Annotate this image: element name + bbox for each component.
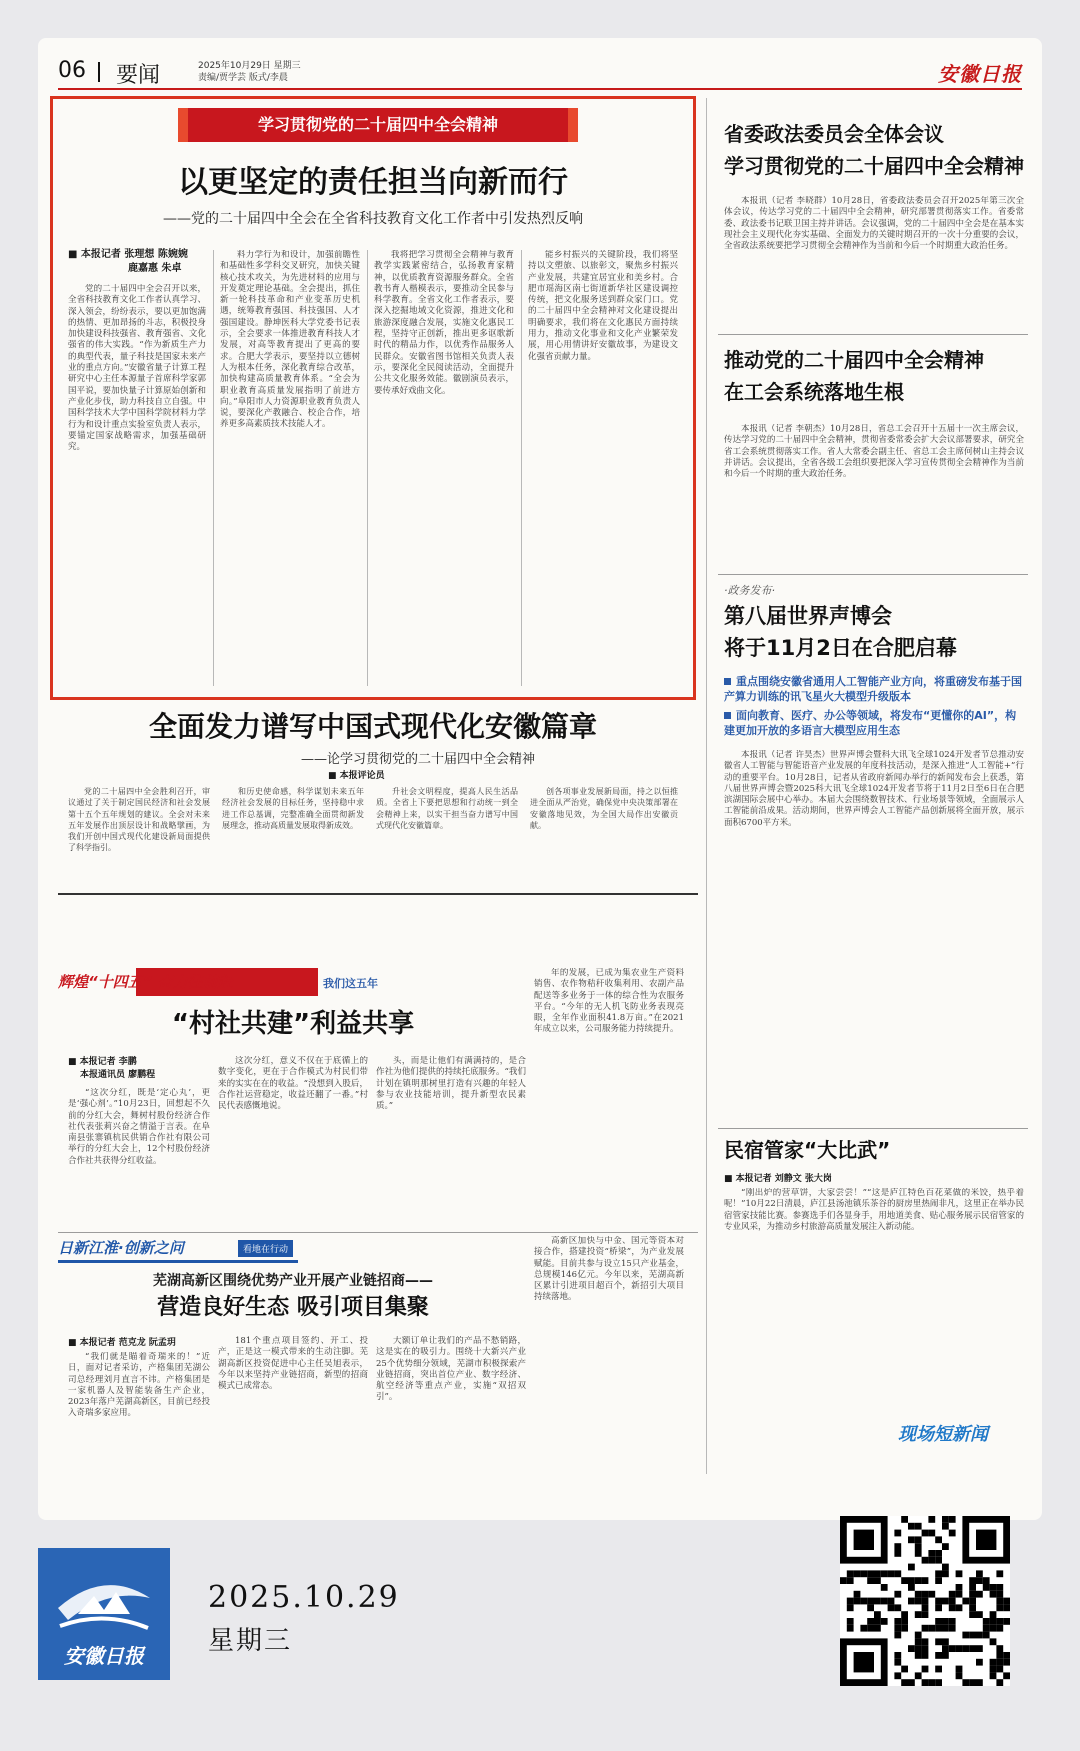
commentary-column-4-text: 创各项事业发展新局面，持之以恒推进全面从严治党，确保党中央决策部署在安徽落地见效，为全国大局作出安徽贡献。 (530, 787, 678, 830)
feature-column-3 (376, 1056, 526, 1226)
feature-column-2-text: 这次分红，意义不仅在于底循上的数字变化，更在于合作模式为村民们带来的实实在在的收益。“没想到入股后，合作社运营稳定，收益还翻了一番。”村民代表感慨地说。 (218, 1056, 368, 1112)
commentary-byline: ■ 本报评论员 (328, 771, 385, 781)
right-story4-byline: ■ 本报记者 刘静文 张大岗 (724, 1174, 832, 1184)
jianghuai-column-2 (218, 1336, 368, 1470)
jianghuai-column-3 (376, 1336, 526, 1470)
commentary-title: 全面发力谱写中国式现代化安徽篇章 (148, 710, 597, 743)
right-story1-body-text: 本报讯（记者 李晓群）10月28日，省委政法委员会召开2025年第三次全体会议，传达学习党的二十届四中全会精神，研究部署贯彻落实工作。省委常委、政法委书记联卫国主持并讲话。会议强调，党的二十届四中全会是在基本实现社会主义现代化夯实基础、全面发力的关键时期召开的一次十分重要的会议，全省政法系统要把学习贯彻全会精神作为当前和今后一个时期重大政治任务。 (724, 196, 1024, 252)
lead-column-4-text: 能乡村振兴的关键阶段，我们将坚持以文塑旅、以旅彰文，聚焦乡村振兴产业发展，共建宜居宜业和美乡村。合肥市瑶海区南七街道新华社区建设调控传统，把文化服务送到群众家门口。党的二十届四中全会精神对文化建设提出明确要求，我们将在文化惠民方面持续用力，推动文化事业和文化产业繁荣发展，用心用情讲好安徽故事，为建设文化强省贡献力量。 (528, 250, 678, 362)
right-story3-kicker-text: 政务发布 (727, 584, 772, 597)
lead-column-3 (374, 250, 514, 684)
editors-line: 责编/贾学芸 版式/李晨 (198, 73, 288, 83)
section-name: 要闻 (116, 63, 161, 88)
commentary-column-2 (222, 786, 364, 884)
feature-byline-line1: ■ 本报记者 李鹏 (68, 1057, 137, 1067)
right-story1-title (724, 118, 1024, 182)
right-story4-body (724, 1188, 1024, 1402)
right-story3-bullets (724, 674, 1024, 738)
bullet-square-icon (724, 712, 731, 719)
feature-series-sub: 我们这五年 (323, 977, 378, 990)
right-story1-title-line2: 学习贯彻党的二十届四中全会精神 (724, 154, 1024, 178)
feature-column-2 (218, 1056, 368, 1226)
right-story3-title (724, 600, 1024, 664)
footer-date: 2025.10.29 (208, 1580, 400, 1615)
right-story2-body (724, 424, 1024, 588)
page-masthead (58, 58, 1022, 90)
section-rule (718, 1128, 1028, 1129)
lead-byline (68, 248, 228, 276)
right-story3-title-line2: 将于11月2日在合肥启幕 (724, 636, 957, 660)
jianghuai-column-2-text: 181个重点项目签约、开工、投产，正是这一模式带来的生动注脚。芜湖高新区投资促进中心主任吴旭表示，今年以来坚持产业链招商，新型的招商模式已成常态。 (218, 1336, 368, 1392)
commentary-column-3-text: 升社会文明程度，提高人民生活品质。全省上下要把思想和行动统一到全会精神上来，以实干担当奋力谱写中国式现代化安徽篇章。 (376, 787, 518, 830)
right-column-divider (706, 98, 707, 1474)
jianghuai-byline: ■ 本报记者 范克龙 阮孟玥 (68, 1338, 176, 1348)
section-rule (718, 574, 1028, 575)
column-divider (367, 250, 368, 686)
page-number: 06 (58, 58, 86, 83)
right-story3-body-text: 本报讯（记者 许昊杰）世界声博会暨科大讯飞全球1024开发者节总推动安徽省人工智能与智能语音产业发展的年度科技活动，是深入推进“人工智能+”行动的重要平台。10月28日，记者从省政府新闻办举行的新闻发布会上获悉，第八届世界声博会暨2025科大讯飞全球1024开发者节将于11月2日至6日在合肥滨湖国际会展中心举办。本届大会围绕数智技术、行业场景等领域，全面展示人工智能前沿成果。活动期间，世界声博会人工智能产品创新展将全面开放，展示面积6700平方米。 (724, 750, 1024, 828)
right-story3-bullet (724, 708, 1024, 738)
jianghuai-series-badge: 看地在行动 (238, 1240, 293, 1257)
paper-logo-block (38, 1548, 170, 1680)
masthead-logo: 安徽日报 (938, 62, 1022, 86)
right-story4-body-text: “刚出炉的营草饼，大家尝尝！”“这是庐江特色百花菜做的米饺，热乎着呢！”10月22日清晨，庐江县汤池镇乐茶谷的厨房里热闹非凡，这里正在举办民宿管家技能比赛。参赛选手们各显身手，用地道美食、贴心服务展示民宿管家的专业风采，为推动乡村旅游高质量发展注入新动能。 (724, 1188, 1024, 1232)
section-rule (58, 1232, 698, 1233)
jianghuai-series-tag: 日新江淮·创新之问 (58, 1236, 298, 1263)
commentary-subtitle: ——论学习贯彻党的二十届四中全会精神 (300, 752, 535, 767)
commentary-column-2-text: 和历史使命感，科学谋划未来五年经济社会发展的目标任务，坚持稳中求进工作总基调，完整准确全面贯彻新发展理念，推动高质量发展取得新成效。 (222, 787, 364, 830)
jianghuai-column-1-text: “我们就是瞄着奇瑞来的！”近日，面对记者采访，产格集团芜湖公司总经理刘月直言不讳。产格集团是一家机器人及智能装备生产企业，2023年落户芜湖高新区，目前已经投入奇瑞多家应用。 (68, 1352, 210, 1419)
right-story1-body (724, 196, 1024, 324)
jianghuai-column-4-text: 高新区加快与中金、国元等资本对接合作，搭建投资“桥梁”，为产业发展赋能。目前共参与设立15只产业基金，总规模146亿元。今年以来，芜湖高新区累计引进项目超百个，新招引大项目持续落地。 (534, 1236, 684, 1303)
section-rule (718, 334, 1028, 335)
column-divider (521, 250, 522, 686)
feature-byline-line2: 本报通讯员 廖鹏程 (80, 1070, 156, 1080)
lead-column-1 (68, 284, 206, 684)
right-story2-title (724, 344, 1024, 408)
jianghuai-title: 营造良好生态 吸引项目集聚 (157, 1295, 429, 1320)
short-news-corner-label: 现场短新闻 (898, 1424, 988, 1445)
masthead-divider (98, 62, 100, 82)
qr-code[interactable] (840, 1516, 1010, 1686)
column-divider (213, 250, 214, 686)
feature-column-4-text: 年的发展，已成为集农业生产资料销售、农作物秸秆收集利用、农副产品配送等多业务于一体的综合性为农服务平台。“今年的无人机飞防业务表现亮眼，全年作业面积41.8万亩。”在2021年成立以来，公司服务能力持续提升。 (534, 968, 684, 1035)
right-story1-title-line1: 省委政法委员会全体会议 (724, 122, 944, 146)
footer-logo-text: 安徽日报 (64, 1644, 144, 1668)
lead-column-4 (528, 250, 678, 684)
footer-weekday: 星期三 (208, 1626, 293, 1656)
jianghuai-kicker: 芜湖高新区围绕优势产业开展产业链招商—— (153, 1273, 433, 1289)
bullet-square-icon (724, 678, 731, 685)
jianghuai-column-4 (534, 1236, 684, 1470)
lead-banner: 学习贯彻党的二十届四中全会精神 (188, 108, 568, 142)
right-story3-bullet1-text: 重点围绕安徽省通用人工智能产业方向，将重磅发布基于国产算力训练的讯飞星火大模型升级版本 (724, 675, 1022, 703)
right-story3-body (724, 750, 1024, 1120)
right-story2-title-line1: 推动党的二十届四中全会精神 (724, 348, 984, 372)
lead-column-3-text: 我将把学习贯彻全会精神与教育教学实践紧密结合，弘扬教育家精神，以优质教育资源服务群众。全省教书育人楷模表示，要推动全民参与科学教育。全省文化工作者表示，要深入挖掘地域文化资源，推进文化和旅游深度融合发展，实施文化惠民工程，坚持守正创新，推出更多讴歌新时代的精品力作，以优秀作品服务人民群众。安徽省图书馆相关负责人表示，要深化全民阅读活动，全面提升公共文化服务效能。徽剧演员表示，要传承好戏曲文化。 (374, 250, 514, 396)
newspaper-page (38, 38, 1042, 1520)
commentary-column-3 (376, 786, 518, 884)
feature-series-tag-text: 辉煌“十四五” 奋力往前赶 (58, 973, 233, 991)
right-story4-title: 民宿管家“大比武” (724, 1138, 891, 1162)
section-rule (58, 893, 698, 895)
right-story2-body-text: 本报讯（记者 李朝杰）10月28日，省总工会召开十五届十一次主席会议，传达学习党的二十届四中全会精神，贯彻省委常委会扩大会议部署要求，研究全省工会系统贯彻落实工作。省人大常委会副主任、省总工会主席何树山主持会议并讲话。会议提出，全省各级工会组织要把深入学习宣传贯彻全会精神作为当前和今后一个时期的重大政治任务。 (724, 424, 1024, 480)
feature-byline (68, 1056, 208, 1082)
right-story3-title-line1: 第八届世界声博会 (724, 604, 892, 628)
jianghuai-column-1 (68, 1352, 210, 1470)
feature-column-1-text: “这次分红，既是‘定心丸’，更是‘强心剂’。”10月23日，回想起不久前的分红大会，舞树村股份经济合作社代表张莉兴奋之情溢于言表。在阜南县张寨镇杭民供销合作社有限公司举行的分红大会上，12个村股份经济合作社共获得分红收益。 (68, 1088, 210, 1166)
commentary-column-4 (530, 786, 678, 884)
right-story2-title-line2: 在工会系统落地生根 (724, 380, 904, 404)
feature-title: “村社共建”利益共享 (171, 1009, 415, 1039)
jianghuai-column-3-text: 大额订单让我们的产品不愁销路，这是实在的吸引力。围绕十大新兴产业25个优势细分领域，芜湖市积极探索产业链招商，突出首位产业、数字经济、航空经济等重点产业，实施“双招双引”。 (376, 1336, 526, 1403)
right-story3-kicker: ·政务发布· (724, 584, 775, 597)
lead-byline-line1: ■ 本报记者 张理想 陈婉婉 (68, 249, 188, 260)
lead-column-1-text: 党的二十届四中全会召开以来，全省科技教育文化工作者认真学习、深入领会，纷纷表示，要以更加饱满的热情、更加昂扬的斗志，积极投身加快建设科技强省、教育强省、文化强省的伟大实践。“作为新质生产力的典型代表，量子科技是国家未来产业的重点方向。”安徽省量子计算工程研究中心主任本源量子首席科学家郭国平说，要加快量子计算原始创新和产业化步伐，助力科技自立自强。中国科学技术大学中国科学院材料力学行为和设计重点实验室负责人表示，要锚定国家战略需求，加强基础研究。 (68, 284, 206, 453)
commentary-column-1-text: 党的二十届四中全会胜利召开，审议通过了关于制定国民经济和社会发展第十五个五年规划的建议。全会对未来五年发展作出顶层设计和战略擘画，为我们开创中国式现代化建设新局面提供了科学指引。 (68, 787, 210, 853)
feature-column-1 (68, 1088, 210, 1228)
lead-title: 以更坚定的责任担当向新而行 (178, 165, 568, 200)
feature-column-3-text: 头，而是让他们有满满持的，是合作社为他们提供的持续托底服务。“我们计划在镇明那树里打造有兴趣的年轻人参与农业技能培训，提升新型农民素质。” (376, 1056, 526, 1112)
commentary-column-1 (68, 786, 210, 884)
qr-code-icon (840, 1516, 1010, 1686)
lead-subtitle: ——党的二十届四中全会在全省科技教育文化工作者中引发热烈反响 (163, 211, 583, 227)
feature-series-tag (58, 968, 318, 996)
lead-column-2 (220, 250, 360, 684)
masthead-meta (198, 60, 301, 84)
feature-column-4 (534, 968, 684, 1228)
right-story3-bullet2-text: 面向教育、医疗、办公等领域，将发布“更懂你的AI”，构建更加开放的多语言大模型应用生态 (724, 709, 1017, 737)
lead-byline-line2: 鹿嘉惠 朱卓 (128, 263, 182, 274)
lead-column-2-text: 料力学行为和设计，加强前瞻性和基础性多学科交叉研究，加快关键核心技术攻关，为先进材料的应用与开发奠定理论基础。全会提出，抓住新一轮科技革命和产业变革历史机遇，统筹教育强国、科技强国、人才强国建设。静坤医科大学党委书记表示，全会要求一体推进教育科技人才发展，对高等教育提出了更高的要求。合肥大学表示，要坚持以立德树人为根本任务，深化教育综合改革，加快构建高质量教育体系。“全会为职业教育高质量发展指明了前进方向。”阜阳市人力资源职业教育负责人说，要深化产教融合、校企合作，培养更多高素质技术技能人才。 (220, 250, 360, 430)
right-story3-bullet (724, 674, 1024, 704)
date-line: 2025年10月29日 星期三 (198, 61, 301, 71)
